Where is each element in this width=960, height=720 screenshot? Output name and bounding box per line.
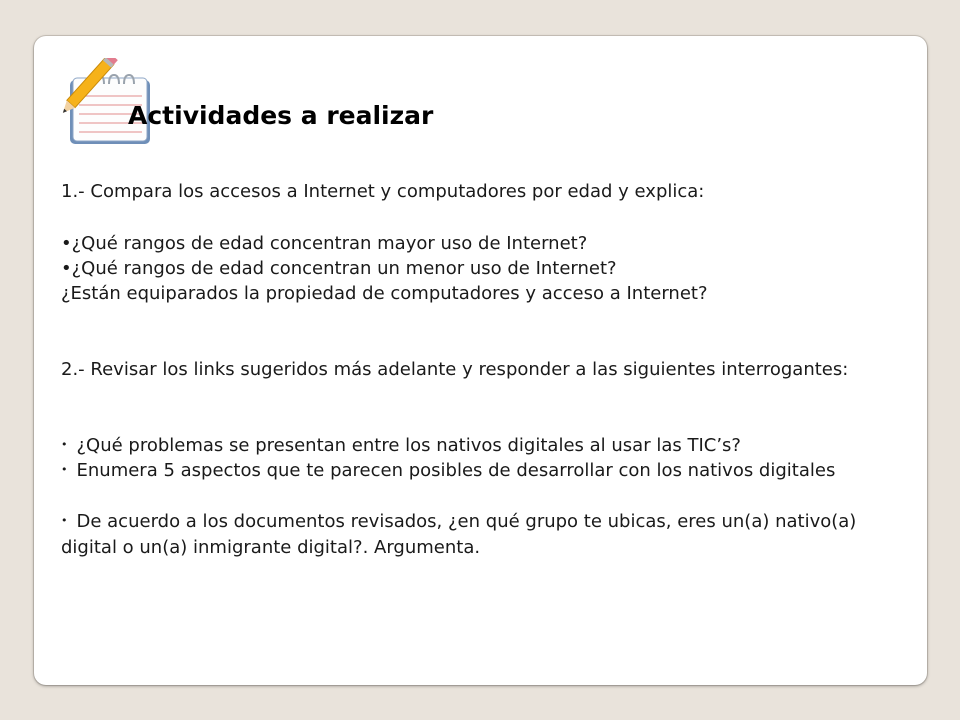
list-item <box>61 510 881 560</box>
page-title: Actividades a realizar <box>128 101 434 130</box>
section1-heading: 1.- Compara los accesos a Internet y computadores por edad y explica: <box>61 181 705 202</box>
bullet-icon: • <box>61 438 68 451</box>
list-item <box>61 459 881 485</box>
bullet-icon: • <box>61 258 72 279</box>
list-item-text: ¿Qué problemas se presentan entre los nativos digitales al usar las TIC’s? <box>76 435 741 456</box>
list-item-text: Enumera 5 aspectos que te parecen posibles de desarrollar con los nativos digitales <box>76 460 836 481</box>
list-item-text: ¿Qué rangos de edad concentran mayor uso de Internet? <box>71 233 588 254</box>
bullet-icon: • <box>61 514 68 527</box>
bullet-icon: • <box>61 233 72 254</box>
list-item-text: De acuerdo a los documentos revisados, ¿en qué grupo te ubicas, eres un(a) nativo(a) digital o un(a) inmigrante digital?. Argumenta. <box>61 511 857 558</box>
list-item <box>61 232 587 256</box>
bullet-icon: • <box>61 463 68 476</box>
list-item-text: ¿Qué rangos de edad concentran un menor uso de Internet? <box>71 258 617 279</box>
section2-heading: 2.- Revisar los links sugeridos más adelante y responder a las siguientes interrogantes: <box>61 359 849 380</box>
list-item <box>61 257 617 281</box>
list-item <box>61 434 741 460</box>
section1-question: ¿Están equiparados la propiedad de computadores y acceso a Internet? <box>61 283 708 304</box>
